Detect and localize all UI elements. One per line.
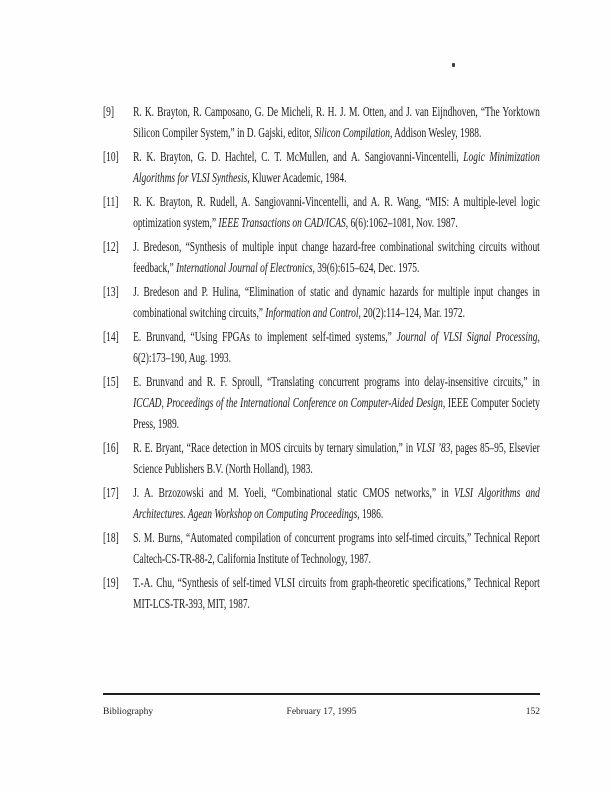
footer-rule bbox=[103, 693, 540, 695]
reference-label: [9] bbox=[103, 104, 115, 119]
reference-item bbox=[103, 281, 540, 323]
reference-item bbox=[103, 371, 540, 434]
reference-label: [13] bbox=[103, 284, 119, 299]
reference-label: [14] bbox=[103, 329, 119, 344]
reference-item bbox=[103, 191, 540, 233]
reference-text: E. Brunvand, “Using FPGAs to implement self-timed systems,” Journal of VLSI Signal Processing, 6(2):173–190, Aug. 1993. bbox=[133, 329, 540, 365]
page-footer bbox=[103, 706, 540, 718]
reference-text: S. M. Burns, “Automated compilation of concurrent programs into self-timed circuits,” Technical Report Caltech-CS-TR-88-2, California Institute of Technology, 1987. bbox=[133, 530, 540, 566]
footer-page-number: 152 bbox=[525, 707, 541, 717]
reference-text: R. K. Brayton, R. Rudell, A. Sangiovanni-Vincentelli, and A. R. Wang, “MIS: A multiple-level logic optimization system,” IEEE Transactions on CAD/ICAS, 6(6):1062–1081, Nov. 1987. bbox=[133, 194, 540, 230]
reference-label: [12] bbox=[103, 239, 119, 254]
scan-artifact bbox=[452, 63, 455, 67]
reference-text: R. K. Brayton, G. D. Hachtel, C. T. McMullen, and A. Sangiovanni-Vincentelli, Logic Minimization Algorithms for VLSI Synthesis, Kluwer Academic, 1984. bbox=[133, 149, 540, 185]
reference-text: J. A. Brzozowski and M. Yoeli, “Combinational static CMOS networks,” in VLSI Algorithms and Architectures. Agean Workshop on Computing Proceedings, 1986. bbox=[133, 485, 540, 521]
reference-text: R. K. Brayton, R. Camposano, G. De Micheli, R. H. J. M. Otten, and J. van Eijndhoven, “The Yorktown Silicon Compiler System,” in D. Gajski, editor, Silicon Compilation, Addison Wesley, 1988. bbox=[133, 104, 540, 140]
reference-text: J. Bredeson, “Synthesis of multiple input change hazard-free combinational switching circuits without feedback,” International Journal of Electronics, 39(6):615–624, Dec. 1975. bbox=[133, 239, 540, 275]
reference-list bbox=[103, 101, 540, 617]
reference-text: E. Brunvand and R. F. Sproull, “Translating concurrent programs into delay-insensitive circuits,” in ICCAD, Proceedings of the International Conference on Computer-Aided Design, IEEE Computer Society Press, 1989. bbox=[133, 374, 540, 431]
footer-date: February 17, 1995 bbox=[286, 707, 357, 717]
reference-text: J. Bredeson and P. Hulina, “Elimination of static and dynamic hazards for multiple input changes in combinational switching circuits,” Information and Control, 20(2):114–124, Mar. 1972. bbox=[133, 284, 540, 320]
reference-item bbox=[103, 437, 540, 479]
footer-chapter-label: Bibliography bbox=[103, 707, 154, 717]
reference-item bbox=[103, 572, 540, 614]
reference-label: [15] bbox=[103, 374, 119, 389]
reference-label: [16] bbox=[103, 440, 119, 455]
reference-item bbox=[103, 101, 540, 143]
reference-item bbox=[103, 236, 540, 278]
reference-item bbox=[103, 146, 540, 188]
reference-item bbox=[103, 482, 540, 524]
reference-label: [19] bbox=[103, 575, 119, 590]
reference-label: [18] bbox=[103, 530, 119, 545]
reference-item bbox=[103, 326, 540, 368]
reference-label: [10] bbox=[103, 149, 119, 164]
reference-label: [17] bbox=[103, 485, 119, 500]
reference-item bbox=[103, 527, 540, 569]
reference-label: [11] bbox=[103, 194, 119, 209]
reference-text: R. E. Bryant, “Race detection in MOS circuits by ternary simulation,” in VLSI ’83, pages 85–95, Elsevier Science Publishers B.V. (North Holland), 1983. bbox=[133, 440, 540, 476]
reference-text: T.-A. Chu, “Synthesis of self-timed VLSI circuits from graph-theoretic specifications,” Technical Report MIT-LCS-TR-393, MIT, 1987. bbox=[133, 575, 540, 611]
